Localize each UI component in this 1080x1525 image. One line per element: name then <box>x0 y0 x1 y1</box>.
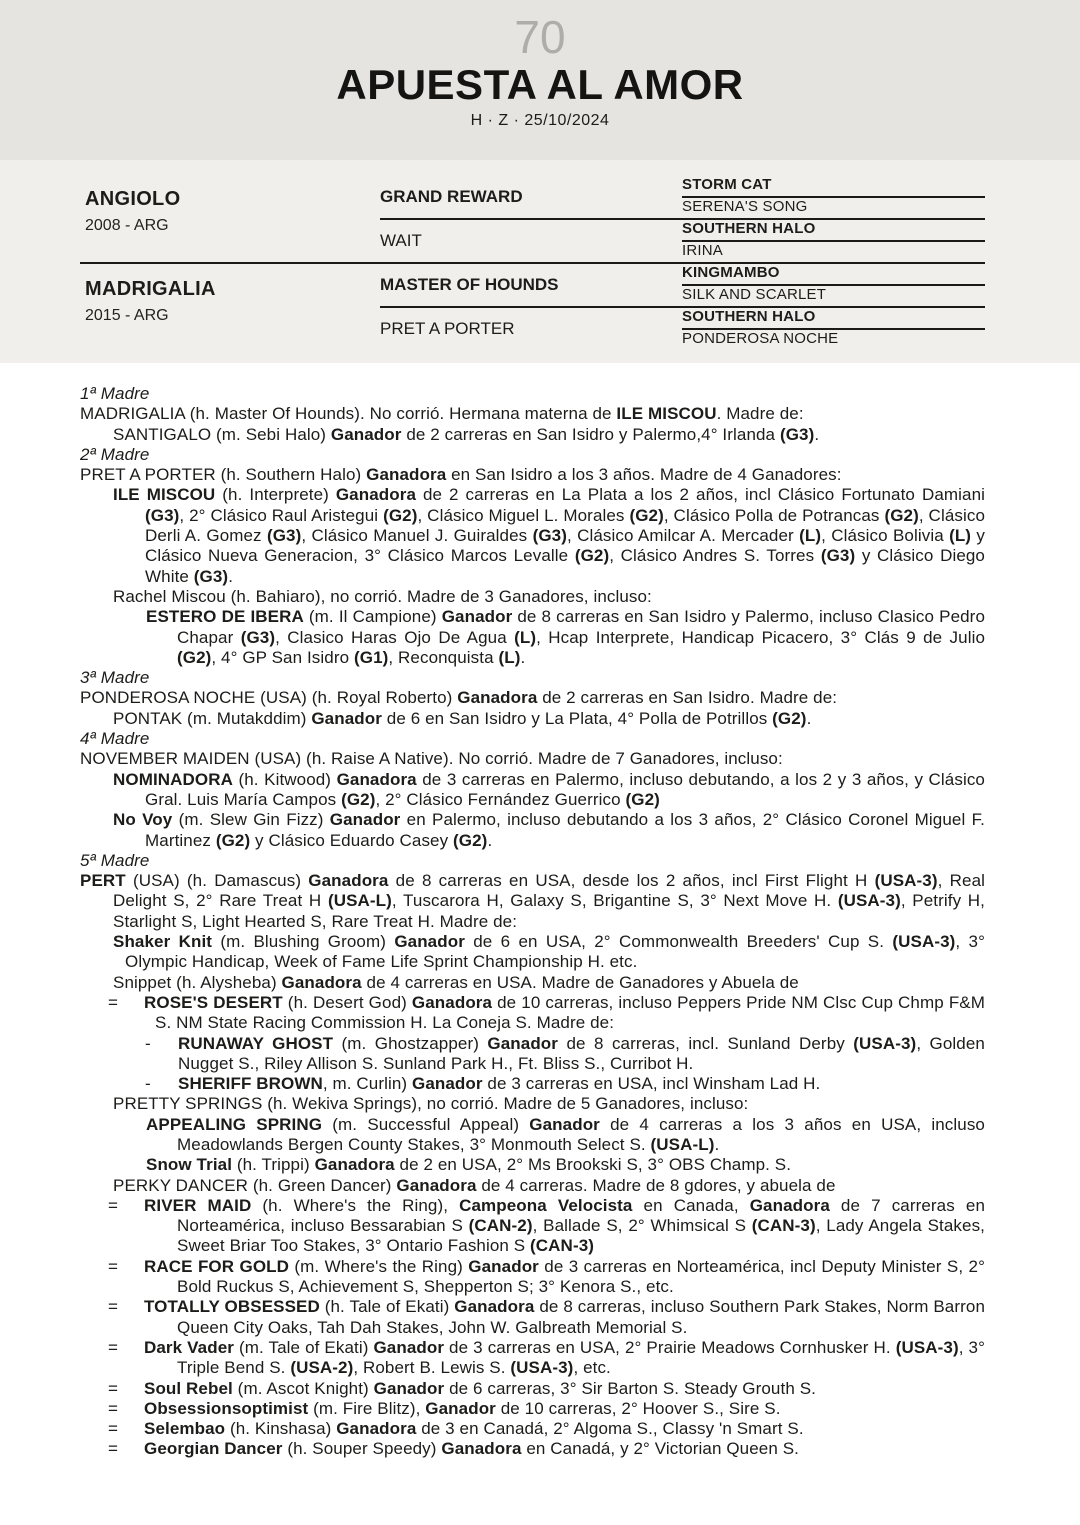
note-text: Ganador <box>329 810 401 830</box>
note-line <box>113 973 985 993</box>
note-text: de 4 carreras en USA. Madre de Ganadores y Abuela de <box>361 972 799 992</box>
note-text: de 3 carreras en Palermo, incluso debutando, a los 2 y 3 años, y Clásico Gral. Luis María Campos <box>145 769 985 809</box>
madre-heading <box>80 851 985 871</box>
gen3-cell: STORM CAT <box>682 176 772 193</box>
note-text: (USA-3) <box>837 891 901 911</box>
note-text: PERKY DANCER (h. Green Dancer) <box>113 1175 397 1195</box>
note-text: (h. Kinshasa) <box>225 1419 337 1439</box>
note-text: Ganador <box>412 1074 483 1094</box>
note-text: (G1) <box>353 647 389 667</box>
note-text: (G3) <box>266 526 302 546</box>
note-text: . <box>714 1134 720 1154</box>
note-text: 1ª Madre <box>80 384 150 403</box>
gen3-cell: SERENA'S SONG <box>682 198 808 215</box>
note-text: (USA-3) <box>510 1358 574 1378</box>
note-text: , Clásico Andres S. Torres <box>609 546 821 566</box>
note-text: (G2) <box>341 789 376 809</box>
note-text: , Tuscarora H, Galaxy S, Brigantine S, 3° Next Move H. <box>391 891 838 911</box>
note-text: de 3 carreras en Norteamérica, incl Deputy Minister S, 2° Bold Ruckus S, Achievement S, Shepperton S; 3° Kenora S., etc. <box>177 1256 985 1297</box>
note-text: (G2) <box>215 830 251 850</box>
note-text: Ganador <box>373 1337 445 1357</box>
note-line <box>113 485 986 586</box>
note-text: Ganadora <box>454 1297 535 1317</box>
note-text: (h. Souper Speedy) <box>282 1439 442 1459</box>
note-text: (USA-3) <box>895 1337 959 1357</box>
note-text: , 4° GP San Isidro <box>211 647 354 667</box>
note-text: MADRIGALIA (h. Master Of Hounds). No corrió. Hermana materna de <box>80 404 617 424</box>
note-line <box>113 1176 985 1196</box>
note-text: TOTALLY OBSESSED <box>144 1297 320 1317</box>
note-text: (G3) <box>145 505 180 525</box>
note-text: y Clásico Nueva Generacion, 3° Clásico Marcos Levalle <box>145 526 985 566</box>
note-text: Snow Trial <box>146 1155 233 1175</box>
note-text: (h. Trippi) <box>232 1155 315 1175</box>
note-text: 3ª Madre <box>80 668 150 688</box>
list-marker: = <box>108 1256 119 1276</box>
note-line <box>108 1337 985 1379</box>
note-text: (h. Tale of Ekati) <box>319 1297 455 1317</box>
list-marker: = <box>108 1297 119 1317</box>
list-marker: = <box>108 1195 119 1215</box>
note-text: Obsessionsoptimist <box>144 1398 309 1418</box>
dam-name: MADRIGALIA <box>85 278 216 300</box>
note-text: ESTERO DE IBERA <box>146 607 304 627</box>
note-text: . <box>814 424 820 444</box>
list-marker: = <box>108 1378 119 1398</box>
note-text: (h. Desert God) <box>282 992 412 1012</box>
note-text: , Golden Nugget S., Riley Allison S. Sunland Park H., Ft. Bliss S., Curribot H. <box>178 1033 985 1073</box>
sire-name: ANGIOLO <box>85 188 181 210</box>
madre-heading <box>80 445 985 465</box>
note-text: RIVER MAID <box>144 1195 252 1215</box>
note-line <box>108 1378 985 1399</box>
note-text: (USA-3) <box>892 932 956 952</box>
note-text: (G3) <box>820 546 856 566</box>
note-text: de 10 carreras, 2° Hoover S., Sire S. <box>495 1398 781 1418</box>
note-text: de 2 en USA, 2° Ms Brookski S, 3° OBS Champ. S. <box>394 1155 792 1175</box>
note-line <box>113 1094 985 1114</box>
note-text: (L) <box>498 647 521 667</box>
note-text: No Voy <box>113 810 173 830</box>
pedigree-table <box>0 160 1080 363</box>
note-text: , 3° Triple Bend S. <box>177 1337 985 1378</box>
note-text: . <box>228 566 234 586</box>
note-line <box>80 404 985 424</box>
note-line <box>80 749 985 769</box>
note-text: . Madre de: <box>716 404 804 424</box>
note-text: Georgian Dancer <box>144 1439 283 1459</box>
note-text: Ganador <box>468 1256 539 1276</box>
note-text: . <box>806 708 812 728</box>
note-text: (G2) <box>629 505 664 525</box>
note-text: de 4 carreras. Madre de 8 gdores, y abuela de <box>476 1175 836 1195</box>
note-line <box>113 810 985 851</box>
note-line <box>108 1419 985 1439</box>
note-text: Soul Rebel <box>144 1378 233 1398</box>
note-line <box>108 992 986 1034</box>
note-text: (G2) <box>625 789 660 809</box>
dam-block <box>85 278 216 325</box>
note-text: (h. Where's the Ring), <box>251 1195 460 1215</box>
note-text: (m. Tale of Ekati) <box>234 1337 374 1357</box>
note-line <box>80 688 985 708</box>
note-line <box>145 1074 985 1094</box>
note-text: (USA-L) <box>650 1134 715 1154</box>
list-marker: - <box>145 1074 151 1094</box>
note-text: , Clásico Polla de Potrancas <box>663 505 885 525</box>
note-text: de 2 carreras en La Plata a los 2 años, incl Clásico Fortunato Damiani <box>416 485 985 505</box>
note-text: (m. Slew Gin Fizz) <box>172 810 330 830</box>
note-text: (h. Kitwood) <box>233 769 337 789</box>
note-text: , Clásico Miguel L. Morales <box>417 505 630 525</box>
dam-info: 2015 - ARG <box>85 307 169 324</box>
note-text: NOMINADORA <box>113 769 233 789</box>
pedigree-rule <box>682 196 985 198</box>
note-text: Dark Vader <box>144 1337 234 1357</box>
note-text: de 4 carreras a los 3 años en USA, incluso Meadowlands Bergen County Stakes, 3° Monmouth Select S. <box>177 1114 985 1154</box>
note-text: (CAN-2) <box>468 1216 533 1236</box>
note-text: de 3 carreras en USA, 2° Prairie Meadows Cornhusker H. <box>444 1337 896 1357</box>
pedigree-rule <box>80 262 985 264</box>
note-text: (L) <box>799 526 822 546</box>
gen2-cell: WAIT <box>380 231 422 250</box>
note-text: , 2° Clásico Fernández Guerrico <box>375 789 626 809</box>
note-text: de 2 carreras en San Isidro y Palermo,4° Irlanda <box>401 424 780 444</box>
note-text: Ganadora <box>336 1419 417 1439</box>
note-line <box>108 1297 985 1338</box>
note-text: (m. Where's the Ring) <box>289 1256 469 1276</box>
note-text: , m. Curlin) <box>322 1074 412 1094</box>
note-text: (CAN-3) <box>751 1216 816 1236</box>
page-subtitle: H · Z · 25/10/2024 <box>470 112 610 129</box>
sire-info: 2008 - ARG <box>85 217 169 234</box>
note-text: 5ª Madre <box>80 850 150 870</box>
note-text: de 6 en San Isidro y La Plata, 4° Polla de Potrillos <box>381 708 773 728</box>
note-text: Ganador <box>394 932 465 952</box>
note-text: , Ballade S, 2° Whimsical S <box>532 1216 752 1236</box>
note-text: en Canada, <box>632 1195 750 1215</box>
note-line <box>108 1398 985 1419</box>
note-text: (m. Successful Appeal) <box>322 1114 530 1134</box>
note-text: RUNAWAY GHOST <box>178 1033 334 1053</box>
list-marker: = <box>108 1337 119 1357</box>
note-text: de 10 carreras, incluso Peppers Pride NM Clsc Cup Chmp F&M S. NM State Racing Commission H. La Coneja S. Madre de: <box>155 992 986 1033</box>
note-text: PRET A PORTER (h. Southern Halo) <box>80 465 367 485</box>
page-title: APUESTA AL AMOR <box>336 61 744 108</box>
note-text: Ganadora <box>749 1195 830 1215</box>
note-text: (L) <box>949 526 972 546</box>
note-text: NOVEMBER MAIDEN (USA) (h. Raise A Native). No corrió. Madre de 7 Ganadores, incluso: <box>80 749 783 769</box>
note-text: de 8 carreras en USA, desde los 2 años, incl First Flight H <box>388 871 875 891</box>
note-text: , Hcap Interprete, Handicap Picacero, 3° Clás 9 de Julio <box>536 627 985 647</box>
note-text: (h. Interprete) <box>215 485 336 505</box>
note-text: de 2 carreras en San Isidro. Madre de: <box>537 688 838 708</box>
gen2-cell: MASTER OF HOUNDS <box>380 275 559 294</box>
list-marker: = <box>108 1419 119 1439</box>
note-line <box>145 1033 985 1075</box>
note-text: Snippet (h. Alysheba) <box>113 972 282 992</box>
note-text: , Reconquista <box>388 647 499 667</box>
note-text: Ganador <box>311 708 382 728</box>
note-text: 4ª Madre <box>80 729 150 749</box>
note-text: y Clásico Diego White <box>145 546 985 586</box>
note-text: ILE MISCOU <box>616 404 717 424</box>
note-text: PONDEROSA NOCHE (USA) (h. Royal Roberto) <box>80 688 458 708</box>
note-text: . <box>487 830 493 850</box>
note-text: Selembao <box>144 1419 226 1439</box>
note-text: Ganador <box>373 1378 445 1398</box>
note-text: en Palermo, incluso debutando a los 3 años, 2° Clásico Coronel Miguel F. Martinez <box>145 810 985 850</box>
note-text: , etc. <box>573 1358 611 1378</box>
sire-block <box>85 188 180 235</box>
note-text: . <box>520 647 526 667</box>
note-text: de 6 en USA, 2° Commonwealth Breeders' Cup S. <box>464 932 893 952</box>
pedigree-rule <box>380 218 985 220</box>
note-text: (G3) <box>779 424 815 444</box>
note-text: (G3) <box>193 566 229 586</box>
pedigree-rule <box>682 284 985 286</box>
note-text: de 8 carreras, incl. Sunland Derby <box>558 1033 854 1053</box>
note-line <box>113 932 985 973</box>
pedigree-rule <box>682 328 985 330</box>
note-text: (G2) <box>574 546 610 566</box>
note-text: , Lady Angela Stakes, Sweet Briar Too Stakes, 3° Ontario Fashion S <box>177 1216 985 1256</box>
note-text: (G2) <box>383 505 418 525</box>
note-text: (m. Ghostzapper) <box>333 1033 488 1053</box>
pedigree-notes <box>0 363 1080 1525</box>
note-text: Shaker Knit <box>113 932 213 952</box>
note-text: PERT <box>80 871 126 891</box>
note-text: , Real Delight S, 2° Rare Treat H <box>113 871 986 911</box>
note-line <box>146 1155 985 1175</box>
note-text: , Clásico Bolivia <box>821 526 950 546</box>
note-text: (G2) <box>453 830 488 850</box>
note-text: de 3 en Canadá, 2° Algoma S., Classy 'n Smart S. <box>416 1419 804 1439</box>
note-text: Ganador <box>330 424 402 444</box>
list-marker: - <box>145 1033 151 1053</box>
note-text: Ganadora <box>411 992 493 1012</box>
note-text: ROSE'S DESERT <box>144 992 283 1012</box>
note-text: (m. Ascot Knight) <box>232 1378 374 1398</box>
note-text: (USA-2) <box>290 1358 354 1378</box>
note-text: Ganador <box>487 1033 559 1053</box>
note-text: (G2) <box>177 647 212 667</box>
note-text: Rachel Miscou (h. Bahiaro), no corrió. Madre de 3 Ganadores, incluso: <box>113 586 652 606</box>
note-text: , 2° Clásico Raul Aristegui <box>179 505 384 525</box>
madre-heading <box>80 668 985 688</box>
note-text: , Clásico Manuel J. Guiraldes <box>301 526 533 546</box>
note-text: Ganadora <box>336 769 417 789</box>
note-text: RACE FOR GOLD <box>144 1256 290 1276</box>
note-text: 2ª Madre <box>80 444 150 464</box>
note-text: (USA) (h. Damascus) <box>125 871 309 891</box>
note-line <box>108 1195 985 1257</box>
note-text: Ganadora <box>366 465 447 485</box>
note-text: Ganadora <box>396 1175 477 1195</box>
note-text: (CAN-3) <box>530 1236 595 1256</box>
note-text: en Canadá, y 2° Victorian Queen S. <box>521 1439 799 1459</box>
note-text: (G3) <box>240 627 276 647</box>
note-text: (G2) <box>884 505 919 525</box>
note-text: , Clásico Derli A. Gomez <box>145 505 986 546</box>
page-number: 70 <box>514 11 566 63</box>
note-line <box>108 1256 985 1298</box>
note-text: Ganador <box>425 1398 496 1418</box>
gen3-cell: IRINA <box>682 242 724 259</box>
note-line <box>80 465 985 485</box>
note-text: de 3 carreras en USA, incl Winsham Lad H. <box>482 1074 821 1094</box>
note-line <box>113 708 985 729</box>
note-text: PRETTY SPRINGS (h. Wekiva Springs), no corrió. Madre de 5 Ganadores, incluso: <box>113 1094 749 1114</box>
note-text: Ganadora <box>441 1439 522 1459</box>
note-line <box>113 424 985 445</box>
note-text: , 3° Olympic Handicap, Week of Fame Life Sprint Championship H. etc. <box>125 932 985 972</box>
gen3-cell: SOUTHERN HALO <box>682 308 816 325</box>
note-text: , Petrify H, Starlight S, Light Hearted S, Rare Treat H. Madre de: <box>113 891 986 931</box>
note-text: SANTIGALO (m. Sebi Halo) <box>113 424 331 444</box>
gen2-cell: PRET A PORTER <box>380 319 515 338</box>
note-line <box>146 607 985 668</box>
madre-heading <box>80 384 985 404</box>
note-text: , Clasico Haras Ojo De Agua <box>275 627 515 647</box>
note-text: Campeona Velocista <box>459 1195 633 1215</box>
note-text: Ganadora <box>457 688 538 708</box>
gen3-cell: SILK AND SCARLET <box>682 286 827 303</box>
note-text: de 6 carreras, 3° Sir Barton S. Steady Grouth S. <box>444 1378 816 1398</box>
note-text: APPEALING SPRING <box>146 1114 323 1134</box>
note-text: de 7 carreras en Norteamérica, incluso Bessarabian S <box>177 1195 985 1236</box>
note-text: Ganador <box>529 1114 600 1134</box>
note-text: en San Isidro a los 3 años. Madre de 4 Ganadores: <box>446 465 842 485</box>
madre-heading <box>80 729 985 749</box>
note-text: , Robert B. Lewis S. <box>353 1358 511 1378</box>
note-line <box>113 587 985 607</box>
gen3-cell: KINGMAMBO <box>682 264 780 281</box>
gen3-cell: SOUTHERN HALO <box>682 220 816 237</box>
note-text: (L) <box>514 627 537 647</box>
note-text: ILE MISCOU <box>113 485 216 505</box>
pedigree-rule <box>380 306 985 308</box>
gen2-cell: GRAND REWARD <box>380 187 523 206</box>
note-text: Ganadora <box>314 1155 395 1175</box>
note-text: (m. Il Campione) <box>303 607 442 627</box>
note-text: Ganadora <box>308 871 389 891</box>
note-line <box>146 1114 985 1156</box>
note-text: (USA-3) <box>853 1033 917 1053</box>
note-text: y Clásico Eduardo Casey <box>250 830 454 850</box>
note-line <box>113 769 985 811</box>
note-text: de 8 carreras, incluso Southern Park Stakes, Norm Barron Queen City Oaks, Tah Dah Stakes, John W. Galbreath Memorial S. <box>177 1297 985 1337</box>
note-text: PONTAK (m. Mutakddim) <box>113 708 312 728</box>
note-text: (m. Fire Blitz), <box>308 1398 426 1418</box>
list-marker: = <box>108 1439 119 1459</box>
note-text: , Clásico Amilcar A. Mercader <box>566 526 800 546</box>
note-text: Ganadora <box>335 485 417 505</box>
note-text: Ganador <box>441 607 513 627</box>
list-marker: = <box>108 1398 119 1418</box>
note-text: (G3) <box>532 526 567 546</box>
pedigree-rule <box>682 240 985 242</box>
note-text: de 8 carreras en San Isidro y Palermo, incluso Clasico Pedro Chapar <box>177 607 985 647</box>
note-line <box>80 871 986 932</box>
page-header <box>0 0 1080 160</box>
note-line <box>108 1439 985 1459</box>
note-text: Ganadora <box>281 972 362 992</box>
note-text: SHERIFF BROWN <box>178 1074 323 1094</box>
note-text: (G2) <box>772 708 807 728</box>
note-text: (m. Blushing Groom) <box>212 932 395 952</box>
list-marker: = <box>108 992 119 1012</box>
gen3-cell: PONDEROSA NOCHE <box>682 330 839 347</box>
note-text: (USA-L) <box>327 891 392 911</box>
note-text: (USA-3) <box>874 871 938 891</box>
